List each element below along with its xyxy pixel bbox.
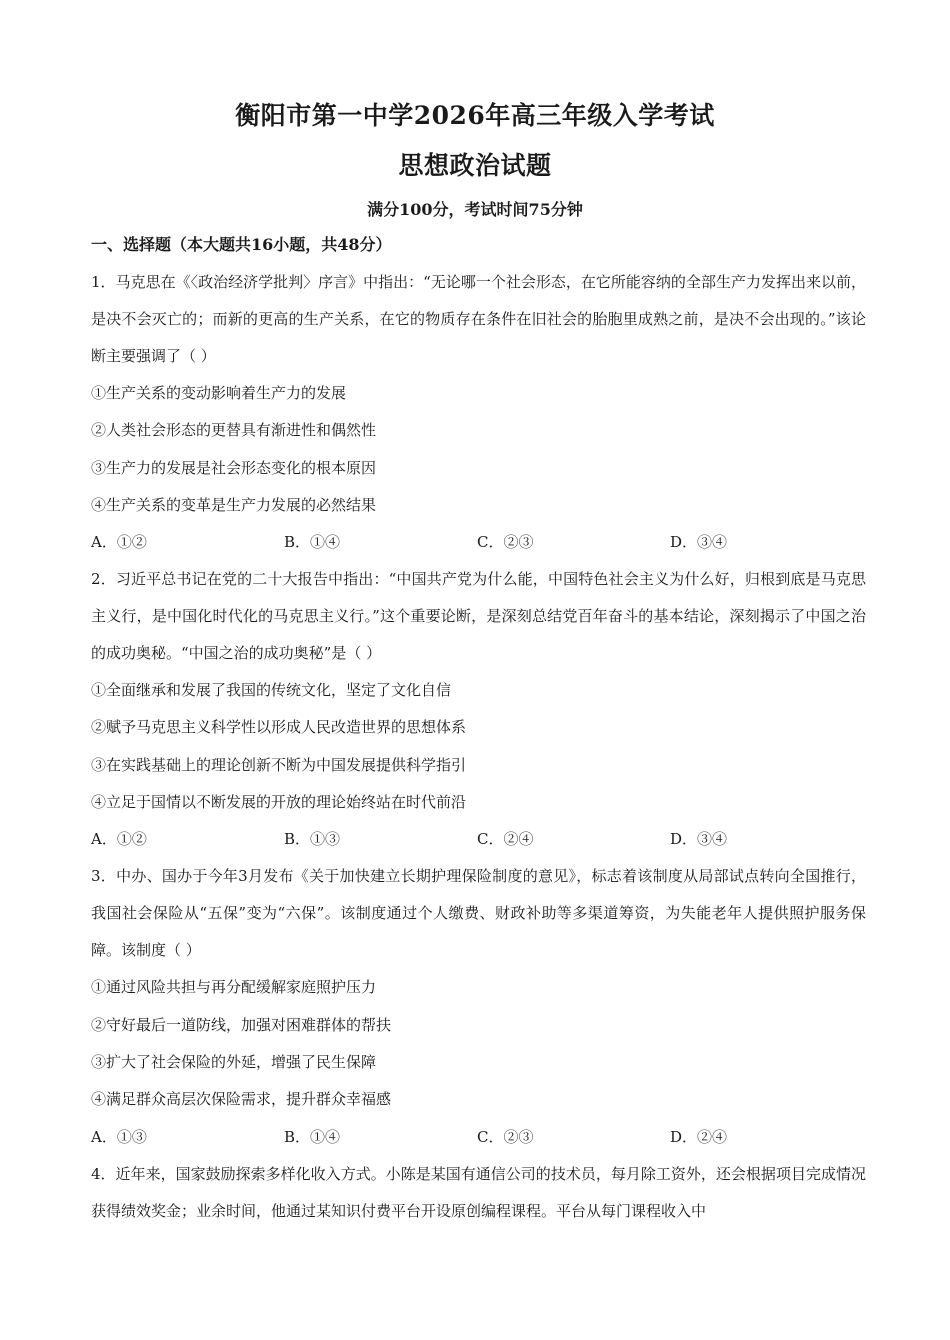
option-item: ②人类社会形态的更替具有渐进性和偶然性 [91,421,377,440]
exam-title: 衡阳市第一中学2026年高三年级入学考试 [235,101,715,130]
question-1 [91,264,866,561]
question-4 [91,1156,866,1230]
question-3 [91,858,866,1155]
question-stem: 4．近年来，国家鼓励探索多样化收入方式。小陈是某国有通信公司的技术员，每月除工资外，还会根据项目完成情况获得绩效奖金；业余时间，他通过某知识付费平台开设原创编程课程。平台从每门课程收入中 [91,1164,866,1220]
option-item: ③生产力的发展是社会形态变化的根本原因 [91,458,377,477]
choice-c: C．②③ [477,533,534,552]
option-item: ③在实践基础上的理论创新不断为中国发展提供科学指引 [91,755,467,774]
choice-a: A．①② [91,830,147,849]
option-item: ④满足群众高层次保险需求，提升群众幸福感 [91,1090,392,1109]
question-stem: 2．习近平总书记在党的二十大报告中指出：“中国共产党为什么能，中国特色社会主义为什么好，归根到底是马克思主义行，是中国化时代化的马克思主义行。”这个重要论断，是深刻总结党百年奋斗的基本结论，深刻揭示了中国之治的成功奥秘。“中国之治的成功奥秘”是（ ） [91,570,866,663]
choice-b: B．①③ [284,830,341,849]
exam-meta: 满分100分，考试时间75分钟 [367,200,583,219]
question-list [91,264,866,1230]
option-item: ②守好最后一道防线，加强对困难群体的帮扶 [91,1015,392,1034]
choice-d: D．②④ [670,1127,728,1146]
choice-a: A．①③ [91,1127,147,1146]
option-item: ①生产关系的变动影响着生产力的发展 [91,384,347,402]
option-item: ④立足于国情以不断发展的开放的理论始终站在时代前沿 [91,793,467,812]
choice-c: C．②④ [477,830,534,849]
question-stem: 3．中办、国办于今年3月发布《关于加快建立长期护理保险制度的意见》，标志着该制度从局部试点转向全国推行，我国社会保险从“五保”变为“六保”。该制度通过个人缴费、财政补助等多渠道筹资，为失能老年人提供照护服务保障。该制度（ ） [91,867,866,960]
answer-choices [91,821,866,858]
choice-b: B．①④ [284,1127,341,1146]
answer-choices [91,1119,866,1156]
question-2 [91,561,866,858]
option-item: ②赋予马克思主义科学性以形成人民改造世界的思想体系 [91,718,467,737]
question-stem: 1．马克思在《〈政治经济学批判〉序言》中指出：“无论哪一个社会形态，在它所能容纳的全部生产力发挥出来以前，是决不会灭亡的；而新的更高的生产关系，在它的物质存在条件在旧社会的胎胞里成熟之前，是决不会出现的。”该论断主要强调了（ ） [91,273,866,365]
exam-subject: 思想政治试题 [398,151,552,180]
choice-a: A．①② [91,533,147,552]
choice-d: D．③④ [670,830,728,849]
choice-d: D．③④ [670,533,728,552]
option-item: ③扩大了社会保险的外延，增强了民生保障 [91,1052,377,1071]
choice-c: C．②③ [477,1127,534,1146]
option-item: ④生产关系的变革是生产力发展的必然结果 [91,495,377,514]
option-item: ①通过风险共担与再分配缓解家庭照护压力 [91,978,377,997]
answer-choices [91,524,866,561]
section-title: 一、选择题（本大题共16小题，共48分） [91,235,392,254]
choice-b: B．①④ [284,533,341,552]
option-item: ①全面继承和发展了我国的传统文化，坚定了文化自信 [91,681,452,700]
